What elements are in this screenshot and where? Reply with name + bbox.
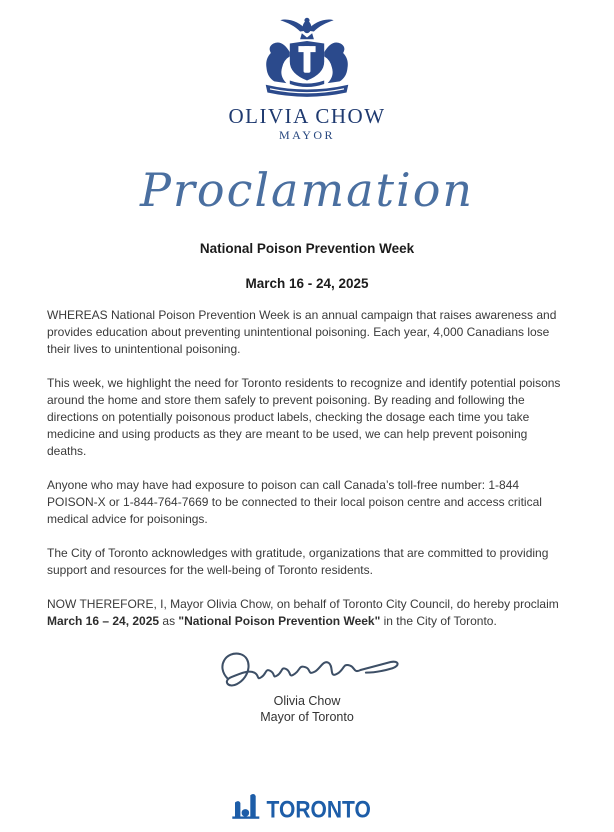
final-run-1: NOW THEREFORE, I, Mayor Olivia Chow, on behalf of Toronto City Council, do hereby proclaim [47,597,559,611]
paragraph-poison-line: Anyone who may have had exposure to poison can call Canada’s toll-free number: 1-844 POISON-X or 1-844-764-7669 to be connected to their local poison centre and access critical medical advice for poisonings. [47,478,542,526]
crest-container [0,16,614,102]
paragraph-whereas: WHEREAS National Poison Prevention Week is an annual campaign that raises awareness and provides education about preventing unintentional poisoning. Each year, 4,000 Canadians lose their lives to unintentional poisoning. [47,308,557,356]
footer-logo [0,789,614,825]
final-run-3: as [159,614,179,628]
signature-name: Olivia Chow [273,694,341,708]
mayor-title: MAYOR [278,128,336,142]
toronto-city-logo-icon [228,789,386,825]
paragraph-now-therefore [47,596,567,630]
body-text [47,307,567,630]
event-title: National Poison Prevention Week [199,241,415,256]
proclamation-script-title: Proclamation [139,163,475,217]
toronto-logo-wordmark: TORONTO [266,796,371,824]
final-run-week-bold: "National Poison Prevention Week" [178,614,381,628]
final-run-dates-bold: March 16 – 24, 2025 [47,614,160,628]
signature-container [0,647,614,693]
event-dates: March 16 - 24, 2025 [245,276,369,291]
paragraph-gratitude: The City of Toronto acknowledges with gratitude, organizations that are committed to providing support and resources for the well-being of Toronto residents. [47,546,549,577]
final-run-5: in the City of Toronto. [380,614,497,628]
mayor-name: OLIVIA CHOW [228,104,386,128]
toronto-coat-of-arms-icon [249,16,365,102]
signature-title: Mayor of Toronto [260,710,354,724]
paragraph-this-week: This week, we highlight the need for Toronto residents to recognize and identify potential poisons around the home and store them safely to prevent poisoning. By reading and following the directions on potentially poisonous product labels, checking the dosage each time you take medicine and using products as they are meant to be used, we can help prevent poisoning deaths. [47,376,561,458]
signature-icon [200,647,415,693]
